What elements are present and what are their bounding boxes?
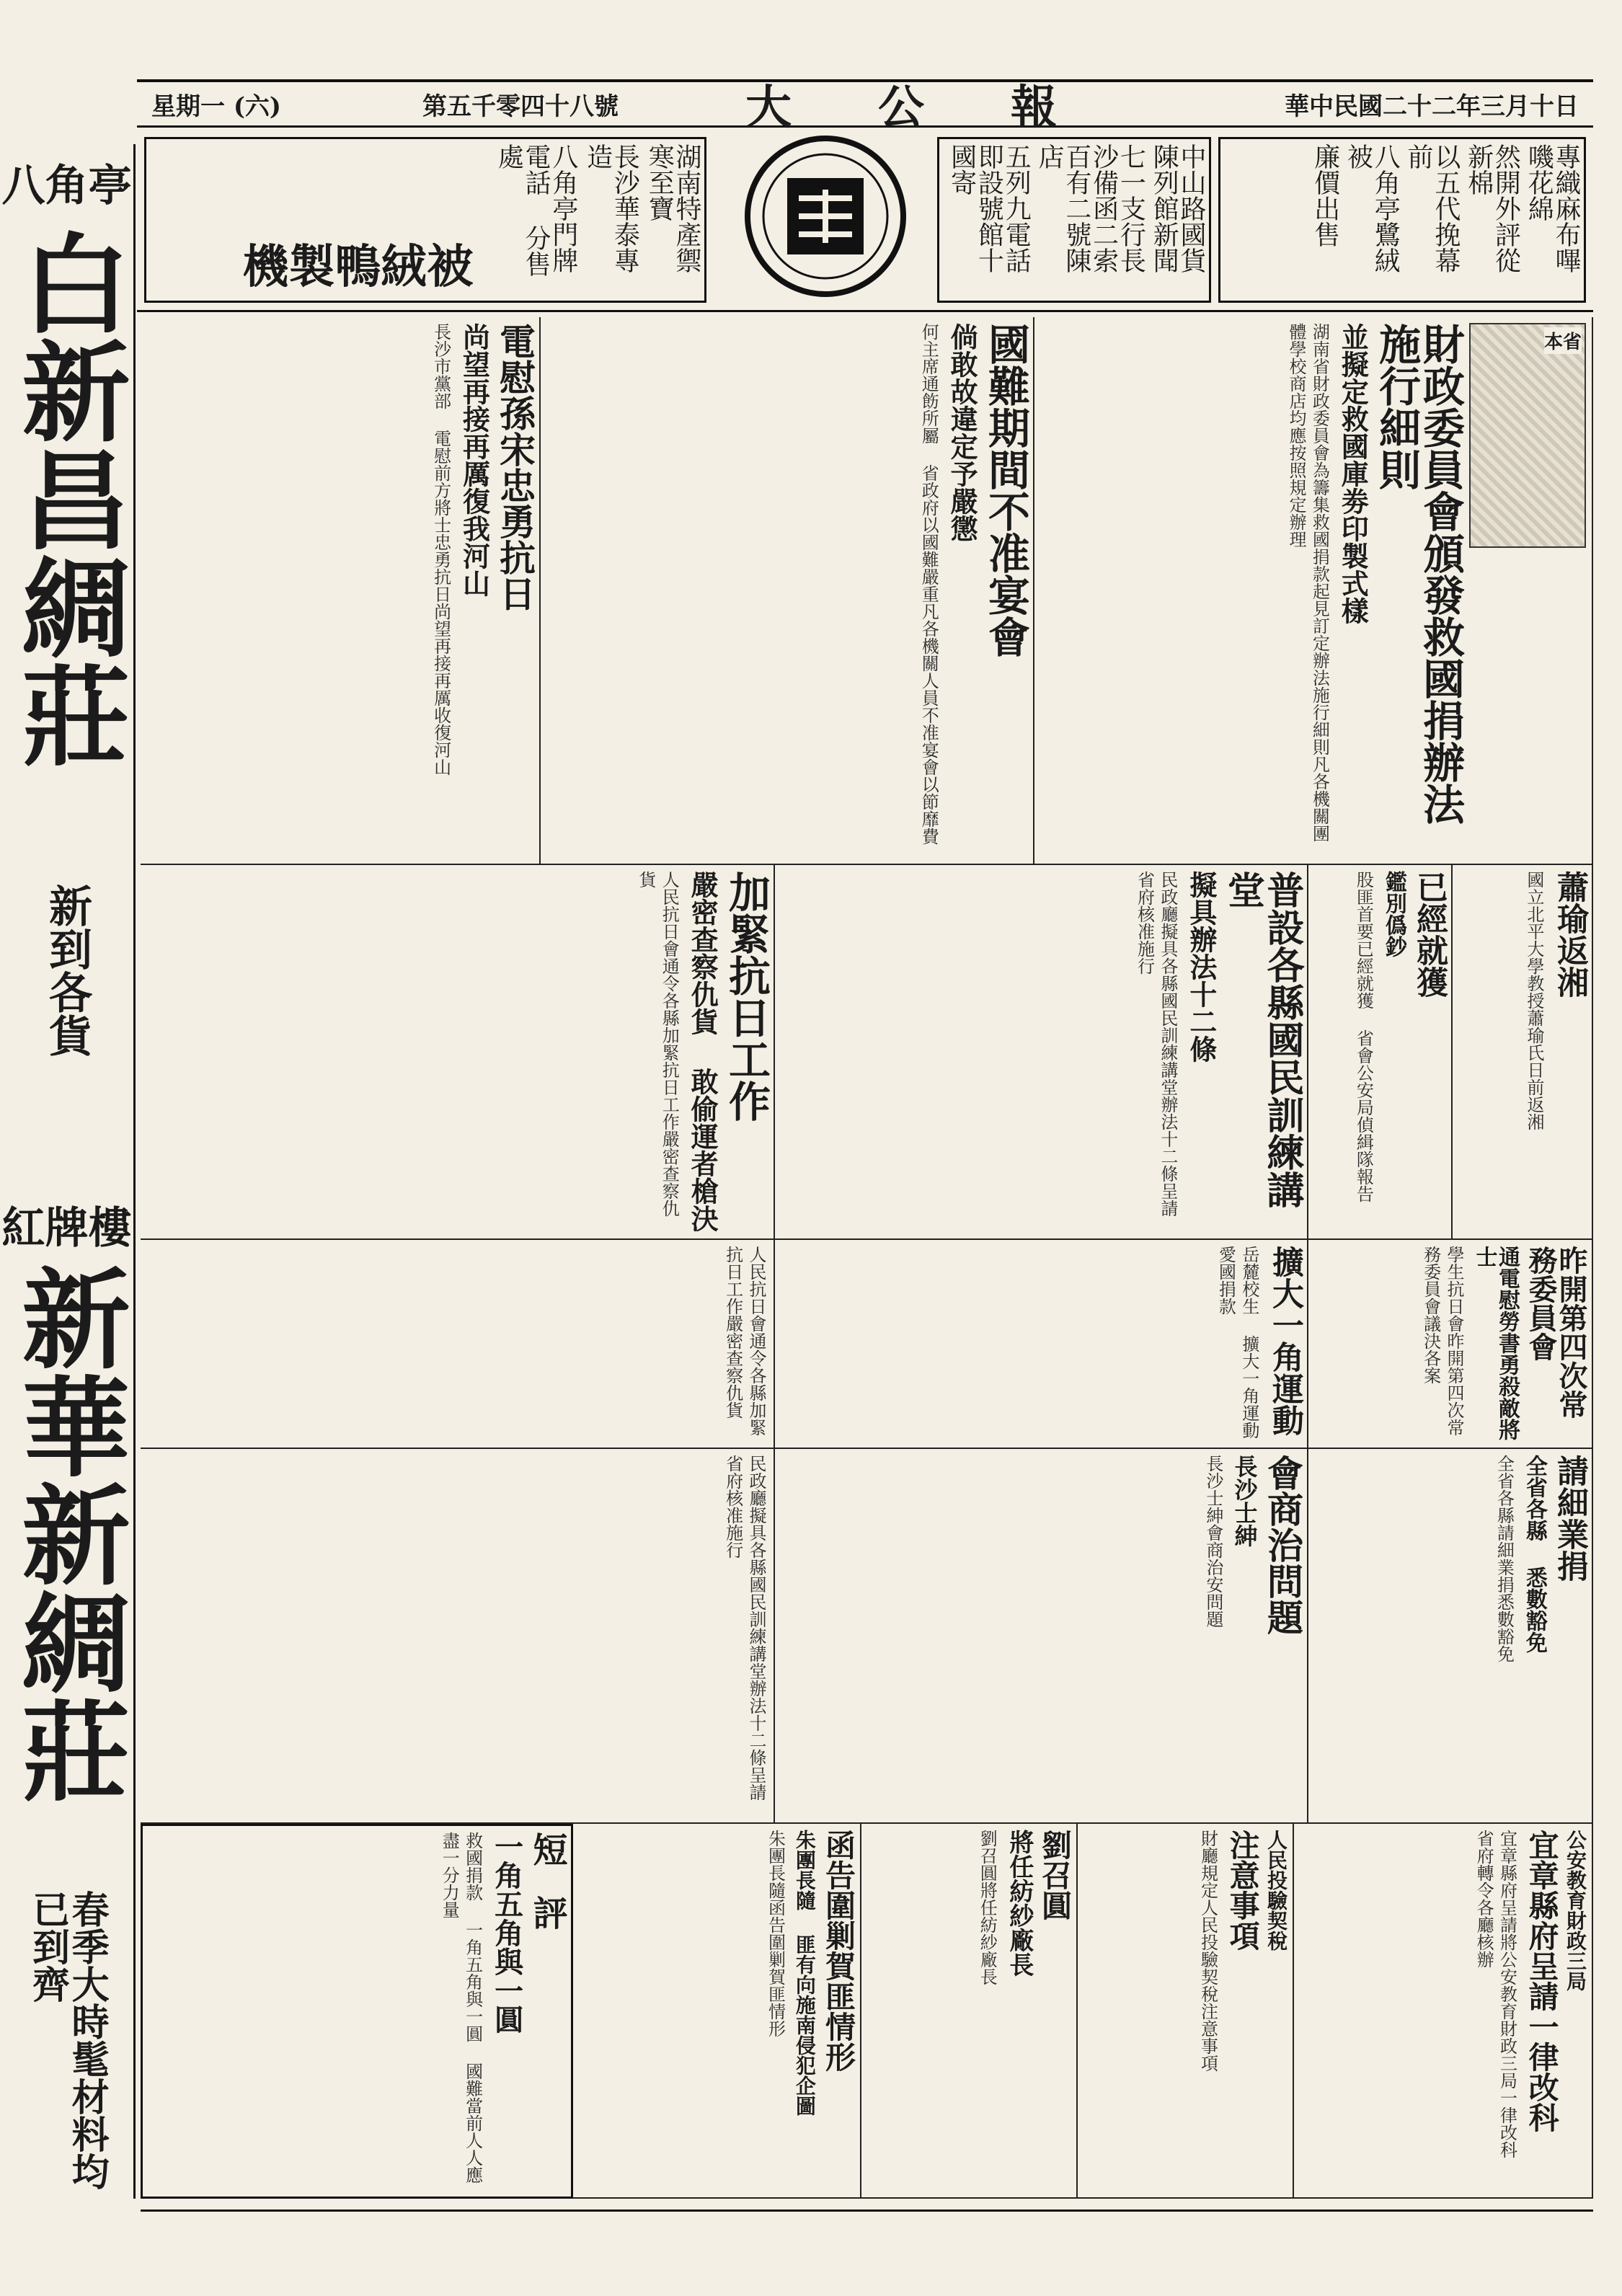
article-xiao-returns (1453, 865, 1593, 1240)
headline: 普設各縣國民訓練講堂 (1220, 871, 1304, 1208)
subhead: 通電慰勞書勇殺敵將士 (1471, 1246, 1520, 1440)
article-student-meeting (1308, 1240, 1593, 1449)
headline: 函告圍剿賀匪情形 (821, 1830, 856, 2072)
article-body: 人民抗日會通令各縣加緊抗日工作嚴密查察仇貨 (635, 871, 680, 1217)
article-county-tax (1308, 1449, 1593, 1824)
seal-emblem-icon (743, 133, 908, 299)
strip-top-label: 八角亭 (1, 161, 132, 211)
strip-mid-label: 新到各貨 (42, 884, 92, 1057)
article-one-jiao (775, 1240, 1308, 1449)
weekday-page: 星期一 (六) (151, 92, 282, 121)
article-body: 何主席通飭所屬 省政府以國難嚴重凡各機關人員不准宴會以節靡費 (918, 323, 939, 845)
subhead: 鑑別僞鈔 (1381, 871, 1406, 957)
article-body: 國立北平大學教授蕭瑜氏日前返湘 (1523, 871, 1544, 1130)
subhead: 倘敢故違定予嚴懲 (946, 323, 979, 542)
subhead: 嚴密查察仇貨 敢偷運者槍決 (686, 871, 719, 1232)
shop-name-1: 白新昌綢莊 (3, 228, 130, 768)
article-no-banquets (541, 317, 1034, 865)
article-body: 宜章縣府呈請將公安教育財政三局一律改科 省府轉令各廳核辦 (1473, 1830, 1517, 2158)
article-body: 長沙市黨部 電慰前方將士忠勇抗日尚望再接再厲收復河山 (430, 323, 451, 776)
ad-line: 中山路國貨陳列館新聞 (1149, 143, 1206, 273)
subhead: 並擬定救國庫劵印製式樣 (1337, 323, 1370, 624)
ad-silk-shop (1218, 137, 1586, 303)
headline: 宜章縣府呈請一律改科 (1524, 1830, 1560, 2132)
headline: 將任紡紗廠長 (1004, 1830, 1034, 1977)
headline: 財政委員會頒發救國捐辦法施行細則 (1372, 323, 1465, 825)
article-misc (141, 1449, 775, 1824)
subhead: 人民投驗契稅 (1264, 1830, 1288, 1951)
headline: 注意事項 (1225, 1830, 1261, 1951)
article-finance-committee (1034, 317, 1593, 865)
news-columns (141, 317, 1593, 2199)
headline: 會商治問題 (1262, 1455, 1304, 1635)
headline: 電慰孫宋忠勇抗日 (494, 323, 536, 611)
headline: 短評 (527, 1832, 567, 1959)
paper-name: 大公報 (745, 81, 1143, 135)
strip-bottom-label: 春季大時髦材料均已到齊 (25, 1890, 110, 2190)
shop-name-2: 新華新綢莊 (3, 1263, 130, 1804)
ad-line: 湖南特產禦寒至寶 (644, 143, 701, 273)
ad-line: 五列九電話即設號館十國寄 (947, 143, 1032, 273)
ad-line: 八角亭門牌 電話 分售處 (494, 143, 578, 277)
article-training-halls (775, 865, 1308, 1240)
article-body: 財廳規定人民投驗契稅注意事項 (1197, 1830, 1218, 2072)
subhead: 擬具辦法十二條 (1184, 871, 1218, 1063)
issue-line: 第五千零四十八號 (422, 92, 619, 121)
banner-ads (137, 130, 1593, 312)
ad-line: 專織麻布嗶嘰花綿 (1524, 143, 1581, 273)
article-captured (1308, 865, 1453, 1240)
strip-sign-label: 紅牌樓 (1, 1203, 132, 1254)
emblem-logo (735, 130, 916, 303)
date-line: 華中民國二十二年三月十日 (1284, 92, 1579, 121)
subhead: 尚望再接再厲復我河山 (458, 323, 491, 597)
article-contract-tax (1078, 1824, 1294, 2199)
ad-line: 長沙華泰專造 (582, 143, 640, 273)
subhead: 劉召圓 (1037, 1830, 1073, 1920)
ad-duck-down-quilt (144, 137, 706, 303)
article-yizhang (1294, 1824, 1593, 2199)
article-body: 股匪首要已經就獲 省會公安局偵緝隊報告 (1353, 871, 1374, 1202)
ad-line: 以五代挽幕前 (1404, 143, 1461, 273)
headline: 擴大一角運動 (1267, 1246, 1303, 1436)
ad-line: 七一支行長沙備函二索百有二號陳店 (1034, 143, 1146, 273)
left-ad-strip (0, 144, 136, 2199)
subhead: 一角五角與一圓 (489, 1832, 524, 2034)
ad-title: 機製鴨絨被 (242, 240, 474, 294)
subhead: 公安教育財政三局 (1564, 1830, 1587, 1991)
subhead: 全省各縣 悉數豁免 (1521, 1455, 1547, 1653)
article-body: 學生抗日會昨開第四次常務委員會議決各案 (1420, 1246, 1464, 1436)
article-body: 湖南省財政委員會為籌集救國捐款起見訂定辦法施行細則凡各機關團體學校商店均應按照規定辦理 (1285, 323, 1330, 842)
subhead: 長沙士紳 (1231, 1455, 1259, 1547)
article-body: 長沙士紳會商治安問題 (1202, 1455, 1223, 1628)
article-body: 劉召圓將任紡紗廠長 (977, 1830, 998, 1985)
illustration-pavilion (1469, 323, 1586, 548)
masthead (137, 79, 1593, 135)
headline: 蕭瑜返湘 (1551, 871, 1588, 998)
article-spinning-mill (861, 1824, 1078, 2199)
headline: 已經就獲 (1411, 871, 1448, 998)
article-body: 全省各縣請細業捐悉數豁免 (1494, 1455, 1515, 1662)
headline: 請細業捐 (1551, 1455, 1588, 1582)
headline: 昨開第四次常務委員會 (1524, 1246, 1588, 1419)
bottom-rule (141, 2209, 1593, 2212)
ad-line: 廉價出售 (1310, 143, 1340, 247)
article-body: 民政廳擬具各縣國民訓練講堂辦法十二條呈請省府核准施行 (1134, 871, 1178, 1217)
article-gentry-meeting (775, 1449, 1308, 1824)
article-bandit-report (573, 1824, 861, 2199)
article-telegram-soldiers (141, 317, 541, 865)
article-anti-japan (141, 865, 775, 1240)
headline: 加緊抗日工作 (722, 871, 771, 1122)
article-body: 民政廳擬具各縣國民訓練講堂辦法十二條呈請省府核准施行 (722, 1455, 766, 1801)
ad-products-hall (937, 137, 1211, 303)
article-body: 救國捐款 一角五角與一圓 國難當前人人應盡一分力量 (439, 1832, 483, 2184)
subhead: 朱團長隨 匪有向施南侵犯企圖 (792, 1830, 817, 2116)
ad-line: 八角亭鷺絨被 (1343, 143, 1401, 273)
headline: 國難期間不准宴會 (981, 323, 1030, 657)
ad-line: 然開外評從新棉 (1463, 143, 1521, 273)
article-body: 岳麓校生 擴大一角運動 愛國捐款 (1215, 1246, 1259, 1439)
article-body: 朱團長隨函告圍剿賀匪情形 (765, 1830, 786, 2037)
article-short-commentary (141, 1824, 573, 2199)
article-notices (141, 1240, 775, 1449)
section-label: 本省 (1544, 327, 1582, 354)
article-body: 人民抗日會通令各縣加緊抗日工作嚴密查察仇貨 (722, 1246, 766, 1436)
